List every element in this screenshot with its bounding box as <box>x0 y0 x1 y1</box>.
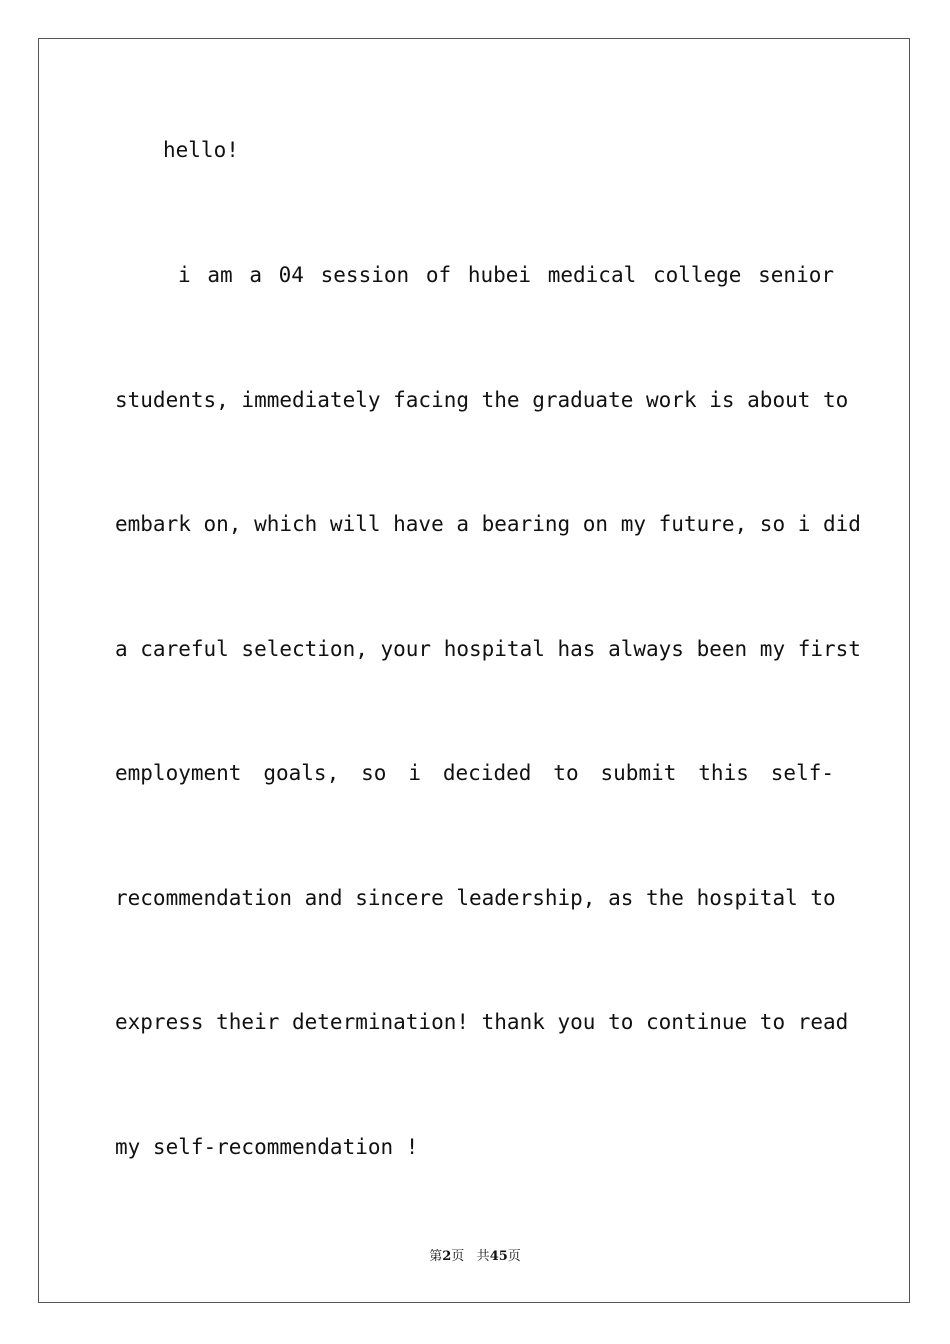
body-line-3: embark on, which will have a bearing on my future, so i did <box>115 512 861 536</box>
body-line-6: recommendation and sincere leadership, as the hospital to <box>115 886 836 910</box>
page-border <box>38 38 910 1303</box>
total-suffix: 页 <box>507 1249 521 1264</box>
body-line-7: express their determination! thank you to continue to read <box>115 1010 849 1034</box>
body-line-8: my self-recommendation ! <box>115 1135 419 1159</box>
body-line-1: i am a 04 session of hubei medical college senior <box>178 263 834 287</box>
total-pages: 45 <box>489 1249 508 1264</box>
body-line-5: employment goals, so i decided to submit this self- <box>115 761 834 785</box>
total-prefix: 共 <box>476 1249 490 1264</box>
page-prefix: 第 <box>429 1249 443 1264</box>
body-line-2: students, immediately facing the graduate work is about to <box>115 388 849 412</box>
greeting-text: hello! <box>163 138 239 162</box>
page-footer <box>0 1248 950 1266</box>
page-suffix: 页 <box>451 1249 465 1264</box>
page-number: 2 <box>442 1249 452 1264</box>
body-line-4: a careful selection, your hospital has always been my first <box>115 637 861 661</box>
